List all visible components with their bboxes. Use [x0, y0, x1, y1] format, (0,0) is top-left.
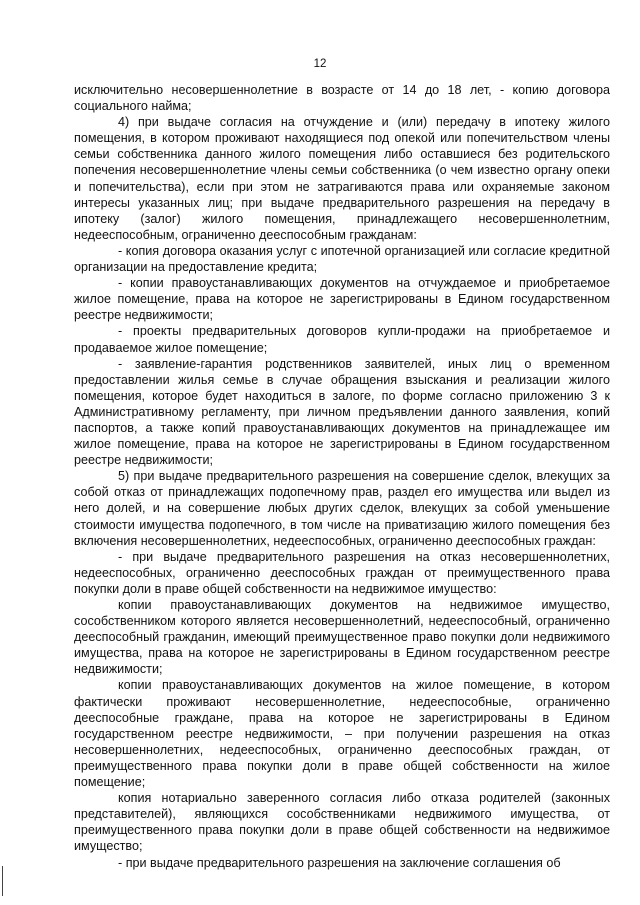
list-item-guarantee-statement: - заявление-гарантия родственников заявителей, иных лиц о временном предоставлении жилья семье в случае обращения взыскания и реализации жилого помещения, которое будет находиться в залоге, по форме согласно приложению 3 к Административному регламенту, при личном предъявлении данного заявления, копий паспортов, а также копий правоустанавливающих документов на принадлежащее им жилое помещение, права на которое не зарегистрированы в Едином государственном реестре недвижимости; [74, 356, 610, 468]
list-item-draft-contracts: - проекты предварительных договоров купли-продажи на приобретаемое и продаваемое жилое помещение; [74, 324, 610, 355]
document-body [74, 82, 610, 871]
scan-edge-mark [2, 866, 3, 896]
paragraph-copies-residence: копии правоустанавливающих документов на жилое помещение, в котором фактически проживают несовершеннолетние, недееспособные, ограниченно дееспособные граждане, права на которое не зарегистрированы в Едином государственном реестре недвижимости, – при получении разрешения на отказ несовершеннолетних, недееспособных, ограниченно дееспособных граждан, от преимущественного права покупки доли в праве общей собственности на жилое помещение; [74, 678, 610, 790]
paragraph-item-5: 5) при выдаче предварительного разрешения на совершение сделок, влекущих за собой отказ от принадлежащих подопечному прав, раздел его имущества или выдел из него долей, и на совершение любых других сделок, влекущих за собой уменьшение стоимости имущества подопечного, в том числе на приватизацию жилого помещения без включения несовершеннолетних, недееспособных, ограниченно дееспособных граждан: [74, 469, 610, 548]
list-item-pre-emption-waiver: - при выдаче предварительного разрешения на отказ несовершеннолетних, недееспособных, ограниченно дееспособных граждан от преимущественного права покупки доли в праве общей собственности на недвижимое имущество: [74, 549, 610, 596]
list-item-agreement-start: - при выдаче предварительного разрешения на заключение соглашения об [118, 855, 561, 870]
paragraph-copies-co-owner: копии правоустанавливающих документов на недвижимое имущество, сособственником которого является несовершеннолетний, недееспособный, ограниченно дееспособный гражданин, имеющий преимущественное право покупки доли недвижимого имущества, права на которое не зарегистрированы в Едином государственном реестре недвижимости; [74, 598, 610, 677]
page-number: 12 [313, 58, 327, 70]
paragraph-continuation: исключительно несовершеннолетние в возрасте от 14 до 18 лет, - копию договора социального найма; [74, 83, 610, 114]
list-item-mortgage-contract: - копия договора оказания услуг с ипотечной организацией или согласие кредитной организации на предоставление кредита; [74, 243, 610, 275]
paragraph-item-4: 4) при выдаче согласия на отчуждение и (или) передачу в ипотеку жилого помещения, в котором проживают находящиеся под опекой или попечительством члены семьи собственника данного жилого помещения либо оставшиеся без родительского попечения несовершеннолетние члены семьи собственника (о чем известно органу опеки и попечительства), если при этом не затрагиваются права или охраняемые законом интересы указанных лиц; при выдаче предварительного разрешения на передачу в ипотеку (залог) жилого помещения, принадлежащего несовершеннолетним, недееспособным, ограниченно дееспособным гражданам: [74, 115, 610, 242]
list-item-title-documents: - копии правоустанавливающих документов на отчуждаемое и приобретаемое жилое помещение, права на которое не зарегистрированы в Едином государственном реестре недвижимости; [74, 276, 610, 323]
paragraph-notarized-consent: копия нотариально заверенного согласия либо отказа родителей (законных представителей), являющихся сособственниками недвижимого имущества, от преимущественного права покупки доли в праве общей собственности на недвижимое имущество; [74, 791, 610, 854]
